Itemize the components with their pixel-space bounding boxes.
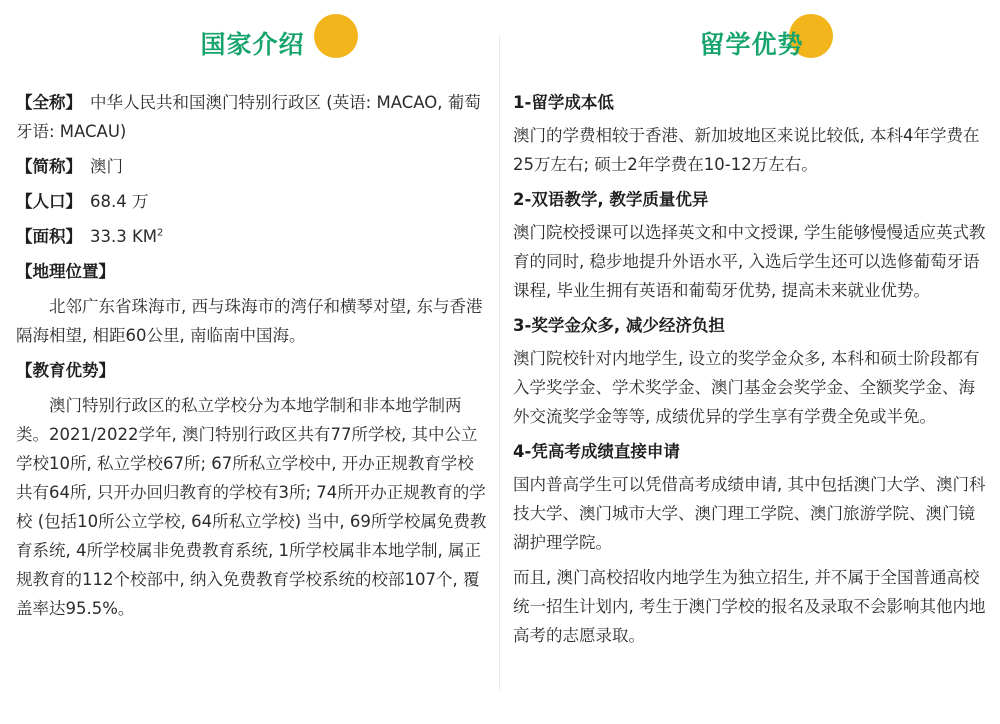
- fullname-row: [16, 88, 489, 146]
- section-4-text-1: 国内普高学生可以凭借高考成绩申请, 其中包括澳门大学、澳门科技大学、澳门城市大学、澳门理工学院、澳门旅游学院、澳门镜湖护理学院。: [513, 475, 986, 552]
- edu-label: 【教育优势】: [16, 361, 115, 380]
- section-2-heading: 2-双语教学, 教学质量优异: [513, 190, 709, 209]
- country-intro-column: [0, 0, 499, 724]
- study-advantages-title-block: [513, 0, 990, 88]
- population-value: 68.4 万: [90, 192, 149, 211]
- section-3-text: 澳门院校针对内地学生, 设立的奖学金众多, 本科和硕士阶段都有入学奖学金、学术奖学金、澳门基金会奖学金、全额奖学金、海外交流奖学金等等, 成绩优异的学生享有学费全免或半免。: [513, 349, 980, 426]
- shortname-label: 【简称】: [16, 157, 82, 176]
- section-3-heading: 3-奖学金众多, 减少经济负担: [513, 316, 725, 335]
- fullname-value: 中华人民共和国澳门特别行政区 (英语: MACAO, 葡萄牙语: MACAU): [16, 93, 481, 141]
- geo-text: 北邻广东省珠海市, 西与珠海市的湾仔和横琴对望, 东与香港隔海相望, 相距60公里, 南临南中国海。: [16, 297, 483, 345]
- area-value: 33.3 KM: [90, 227, 158, 246]
- edu-label-row: [16, 356, 489, 385]
- column-divider: [499, 34, 500, 690]
- shortname-row: [16, 152, 489, 181]
- edu-text: 澳门特别行政区的私立学校分为本地学制和非本地学制两类。2021/2022学年, 澳门特别行政区共有77所学校, 其中公立学校10所, 私立学校67所; 67所私立学校中, 开办正规教育学校共有64所, 只开办回归教育的学校有3所; 74所开办正规教育的学校 (包括10所公立学校, 64所私立学校) 当中, 69所学校属免费教育系统, 4所学校属非免费教育系统, 1所学校属非本地学制, 属正规教育的112个校部中, 纳入免费教育学校系统的校部107个, 覆盖率达95.5%。: [16, 396, 487, 618]
- study-advantages-title: 留学优势: [699, 30, 804, 59]
- section-4-text-2: 而且, 澳门高校招收内地学生为独立招生, 并不属于全国普通高校统一招生计划内, 考生于澳门学校的报名及录取不会影响其他内地高考的志愿录取。: [513, 568, 986, 645]
- shortname-value: 澳门: [90, 157, 123, 176]
- section-1-text: 澳门的学费相较于香港、新加坡地区来说比较低, 本科4年学费在25万左右; 硕士2年学费在10-12万左右。: [513, 126, 980, 174]
- section-2-text: 澳门院校授课可以选择英文和中文授课, 学生能够慢慢适应英式教育的同时, 稳步地提升外语水平, 入选后学生还可以选修葡萄牙语课程, 毕业生拥有英语和葡萄牙优势, 提高未来就业优势。: [513, 223, 986, 300]
- section-4-heading: 4-凭高考成绩直接申请: [513, 442, 680, 461]
- country-intro-title: 国家介绍: [200, 30, 305, 59]
- study-advantages-column: [501, 0, 1000, 724]
- section-1-heading: 1-留学成本低: [513, 93, 614, 112]
- country-intro-title-block: [16, 0, 489, 88]
- population-label: 【人口】: [16, 192, 82, 211]
- population-row: [16, 187, 489, 216]
- area-row: [16, 222, 489, 251]
- fullname-label: 【全称】: [16, 93, 82, 112]
- area-label: 【面积】: [16, 227, 82, 246]
- geo-label-row: [16, 257, 489, 286]
- geo-label: 【地理位置】: [16, 262, 115, 281]
- area-unit-superscript: 2: [157, 227, 164, 239]
